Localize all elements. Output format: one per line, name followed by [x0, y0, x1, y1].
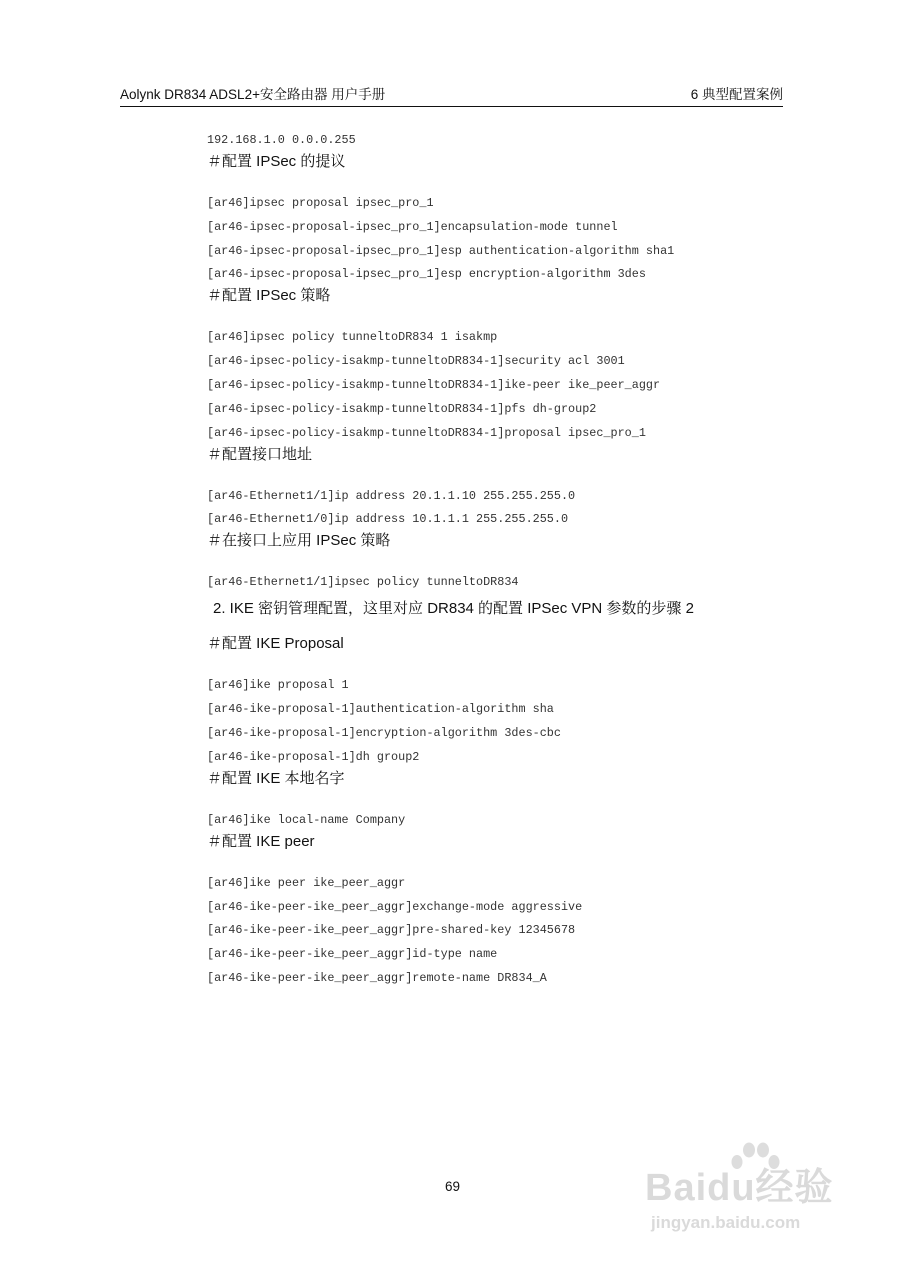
code-line: [ar46-Ethernet1/1]ipsec policy tunneltoDR834	[207, 575, 519, 590]
watermark-logo: Baidu经验	[645, 1167, 834, 1209]
code-line: [ar46-ike-peer-ike_peer_aggr]pre-shared-key 12345678	[207, 923, 576, 938]
code-line: [ar46-ipsec-policy-isakmp-tunneltoDR834-1]security acl 3001	[207, 354, 625, 369]
baidu-watermark	[645, 1140, 855, 1240]
code-line: [ar46-Ethernet1/0]ip address 10.1.1.1 255.255.255.0	[207, 512, 569, 527]
code-line: [ar46-ipsec-proposal-ipsec_pro_1]esp authentication-algorithm sha1	[207, 243, 675, 258]
header-manual-title: Aolynk DR834 ADSL2+安全路由器 用户手册	[120, 87, 386, 102]
code-line: [ar46]ike peer ike_peer_aggr	[207, 875, 406, 890]
section-heading: 2. IKE 密钥管理配置，这里对应 DR834 的配置 IPSec VPN 参数的步骤 2	[213, 600, 694, 618]
code-line: [ar46]ike proposal 1	[207, 678, 349, 693]
code-line: [ar46-ike-proposal-1]dh group2	[207, 749, 420, 764]
header-chapter-title: 6 典型配置案例	[690, 87, 783, 102]
code-line: [ar46-ike-peer-ike_peer_aggr]exchange-mode aggressive	[207, 899, 583, 914]
comment-heading: ＃配置接口地址	[207, 445, 313, 463]
code-line: [ar46-ipsec-policy-isakmp-tunneltoDR834-1]ike-peer ike_peer_aggr	[207, 378, 661, 392]
page-header	[120, 86, 783, 107]
comment-heading: ＃配置 IKE 本地名字	[207, 769, 345, 787]
code-line: [ar46-ipsec-proposal-ipsec_pro_1]encapsulation-mode tunnel	[207, 219, 618, 234]
comment-heading: ＃配置 IKE Proposal	[207, 635, 344, 653]
page-number: 69	[444, 1179, 461, 1194]
code-line: [ar46-ike-peer-ike_peer_aggr]remote-name DR834_A	[207, 971, 547, 985]
comment-heading: ＃配置 IPSec 的提议	[207, 153, 346, 170]
code-line: [ar46-ike-proposal-1]encryption-algorithm 3des-cbc	[207, 726, 561, 740]
code-line: 192.168.1.0 0.0.0.255	[207, 133, 356, 147]
code-line: [ar46-ike-proposal-1]authentication-algorithm sha	[207, 702, 554, 717]
code-line: [ar46-ike-peer-ike_peer_aggr]id-type name	[207, 947, 498, 962]
comment-heading: ＃在接口上应用 IPSec 策略	[207, 532, 391, 550]
code-line: [ar46]ipsec proposal ipsec_pro_1	[207, 196, 434, 210]
comment-heading: ＃配置 IPSec 策略	[207, 287, 331, 305]
comment-heading: ＃配置 IKE peer	[207, 832, 315, 850]
code-line: [ar46]ipsec policy tunneltoDR834 1 isakmp	[207, 330, 498, 345]
code-line: [ar46-ipsec-proposal-ipsec_pro_1]esp encryption-algorithm 3des	[207, 267, 646, 282]
watermark-url: jingyan.baidu.com	[651, 1213, 801, 1232]
code-line: [ar46]ike local-name Company	[207, 812, 406, 827]
code-line: [ar46-ipsec-policy-isakmp-tunneltoDR834-1]pfs dh-group2	[207, 401, 597, 416]
code-line: [ar46-Ethernet1/1]ip address 20.1.1.10 255.255.255.0	[207, 488, 576, 503]
code-line: [ar46-ipsec-policy-isakmp-tunneltoDR834-1]proposal ipsec_pro_1	[207, 425, 646, 440]
